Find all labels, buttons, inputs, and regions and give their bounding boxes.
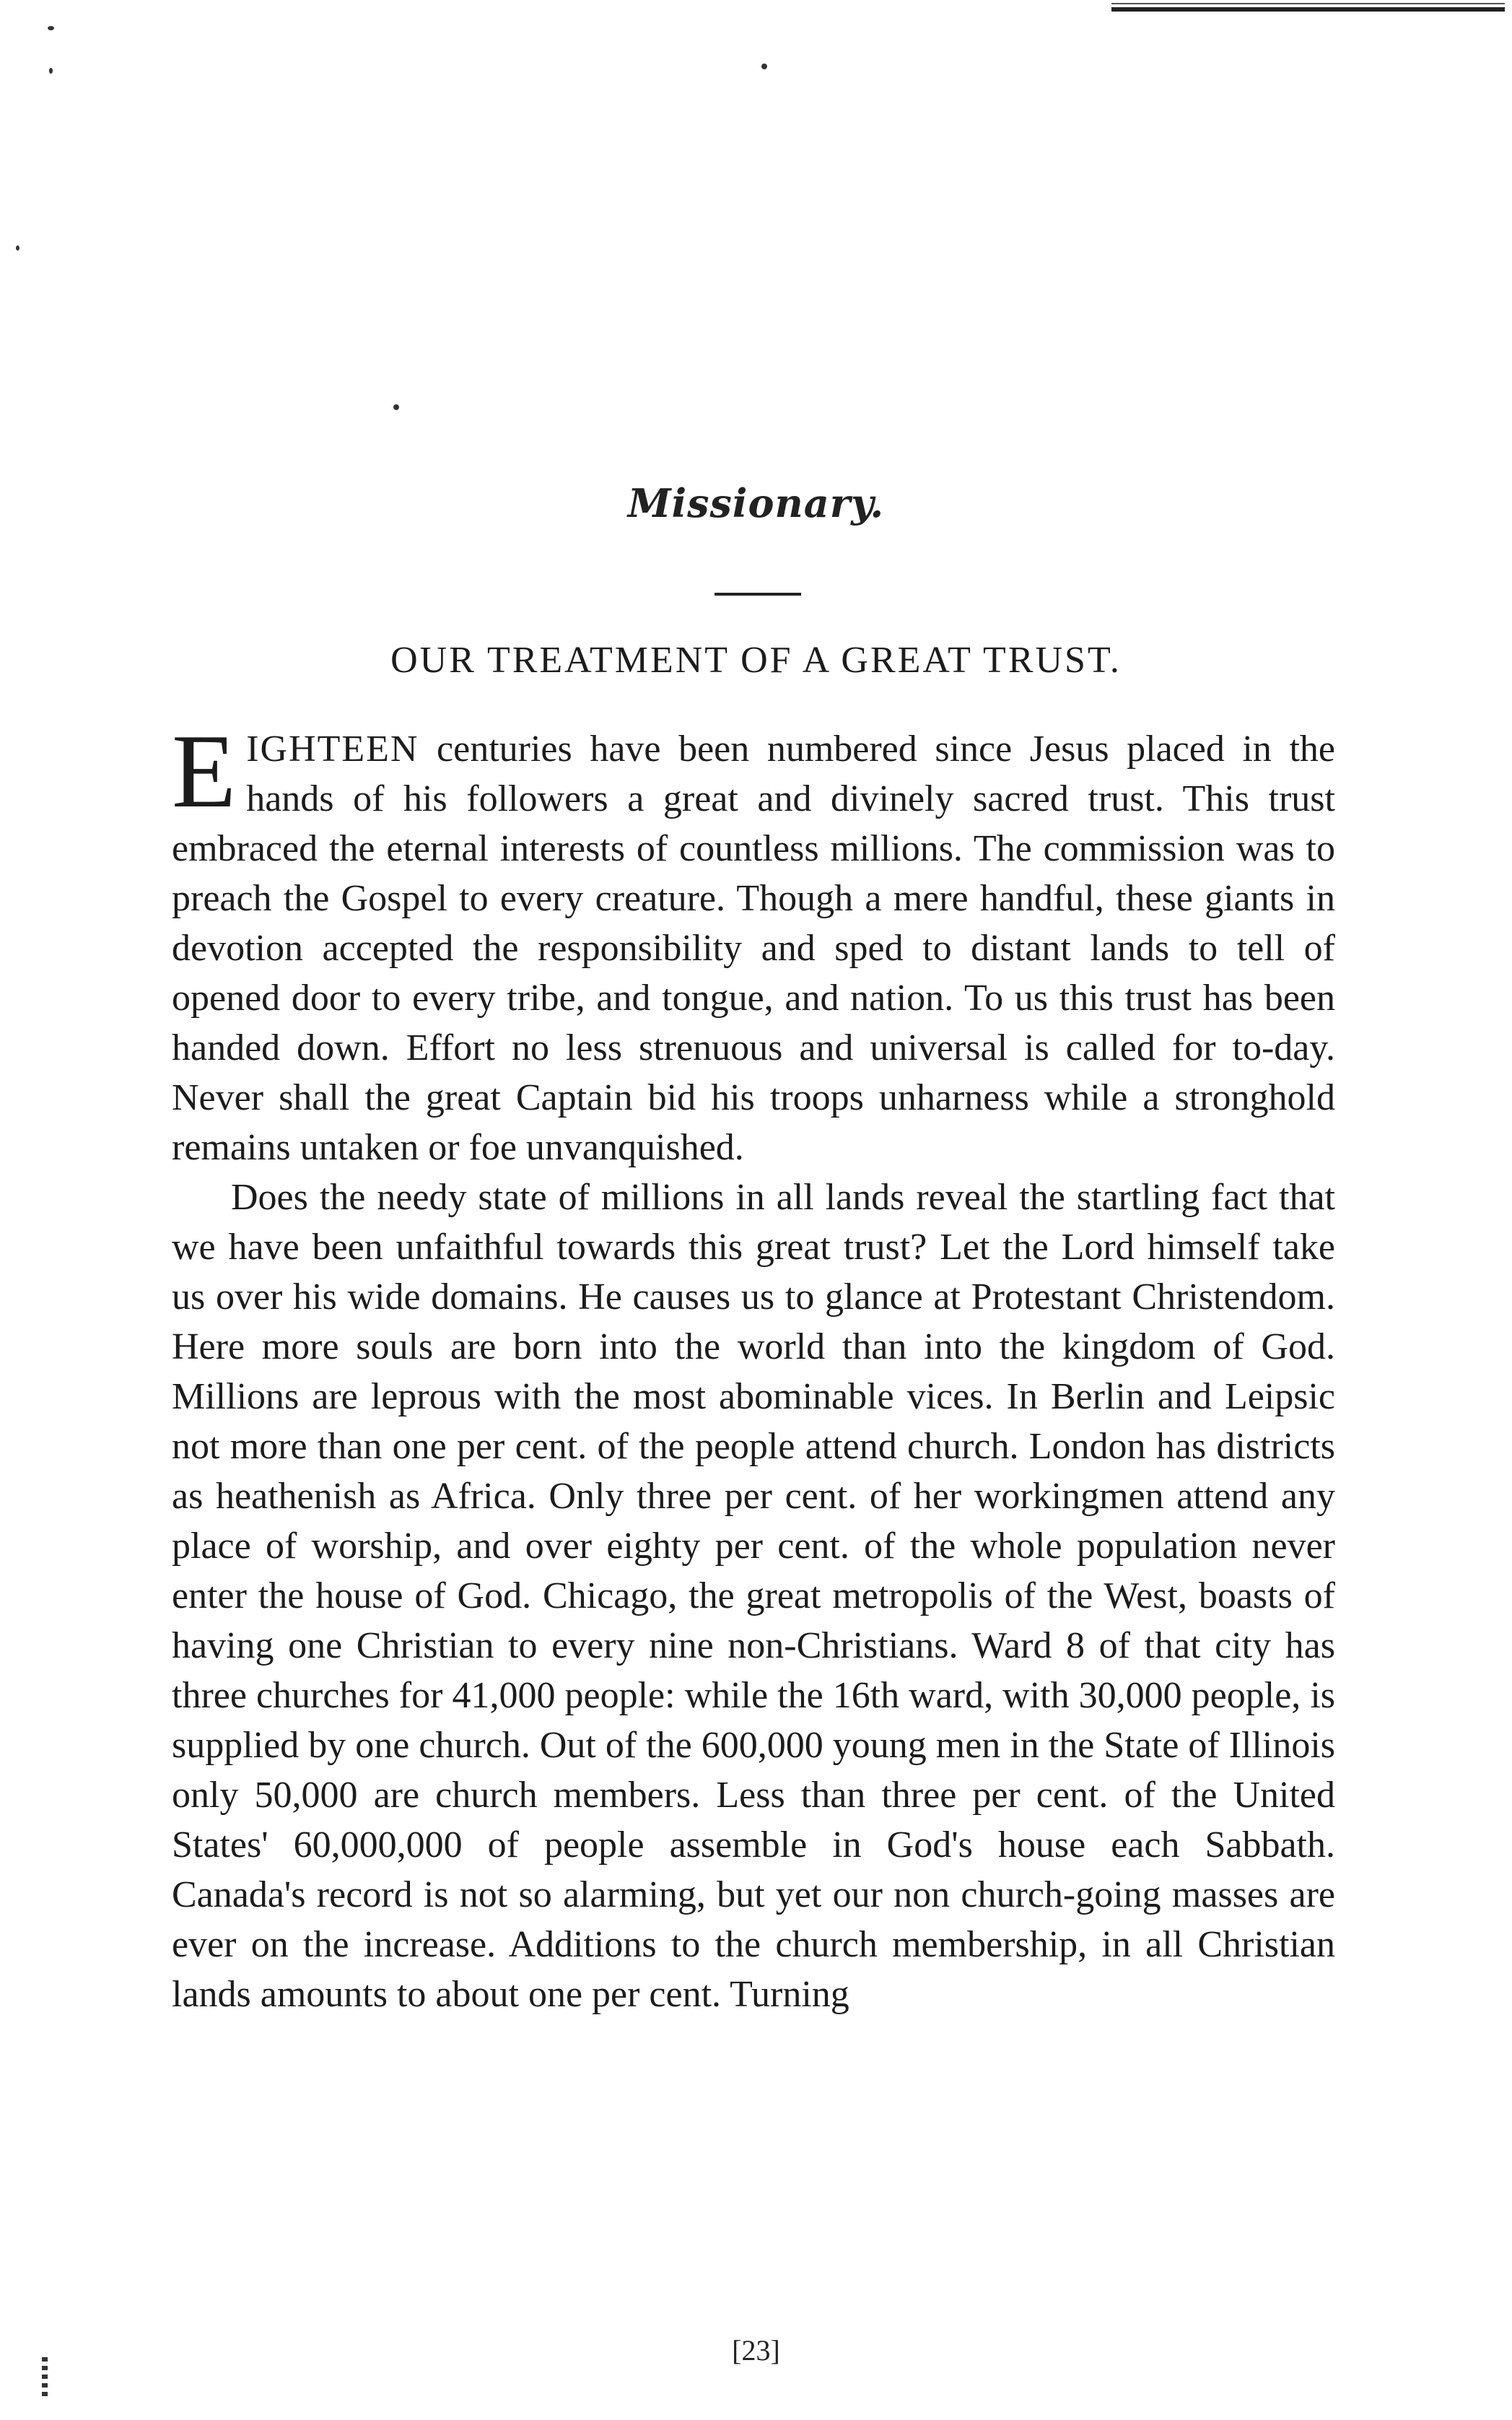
scan-speck	[16, 245, 19, 251]
paragraph-2: Does the needy state of millions in all lands reveal the startling fact that we have been unfaithful towards this great trust? Let the Lord himself take us over his wide domains. He causes us to glance at Protestant Christendom. Here more souls are born into the world than into the kingdom of God. Millions are leprous with the most abominable vices. In Berlin and Leipsic not more than one per cent. of the people attend church. London has districts as heathenish as Africa. Only three per cent. of her workingmen attend any place of worship, and over eighty per cent. of the whole population never enter the house of God. Chicago, the great metropolis of the West, boasts of having one Christian to every nine non-Christians. Ward 8 of that city has three churches for 41,000 people: while the 16th ward, with 30,000 people, is supplied by one church. Out of the 600,000 young men in the State of Illinois only 50,000 are church members. Less than three per cent. of the United States' 60,000,000 of people assemble in God's house each Sabbath. Canada's record is not so alarming, but yet our non church-going masses are ever on the increase. Additions to the church membership, in all Christian lands amounts to about one per cent. Turning	[172, 1177, 1335, 2015]
paragraph-1	[172, 713, 1335, 1172]
page-number: [23]	[732, 2334, 780, 2367]
top-edge-rule	[1111, 7, 1505, 12]
drop-cap: E	[172, 713, 237, 830]
first-word-rest: IGHTEEN	[246, 728, 419, 770]
running-head: Missionary.	[627, 480, 885, 526]
binding-edge-marks	[42, 2357, 51, 2415]
scan-speck	[48, 26, 54, 30]
scan-speck	[393, 404, 399, 410]
article-title: OUR TREATMENT OF A GREAT TRUST.	[390, 640, 1122, 681]
title-divider-rule	[715, 593, 801, 596]
scan-speck	[761, 64, 767, 69]
article-body	[172, 713, 1335, 2019]
scan-speck	[49, 68, 53, 74]
paragraph-1-text: centuries have been numbered since Jesus placed in the hands of his followers a great and divinely sacred trust. This trust embraced the eternal interests of countless millions. The commission was to preach the Gospel to every creature. Though a mere handful, these giants in devotion accepted the responsibility and sped to distant lands to tell of opened door to every tribe, and tongue, and nation. To us this trust has been handed down. Effort no less strenuous and universal is called for to-day. Never shall the great Captain bid his troops unharness while a stronghold remains untaken or foe unvanquished.	[172, 728, 1335, 1168]
